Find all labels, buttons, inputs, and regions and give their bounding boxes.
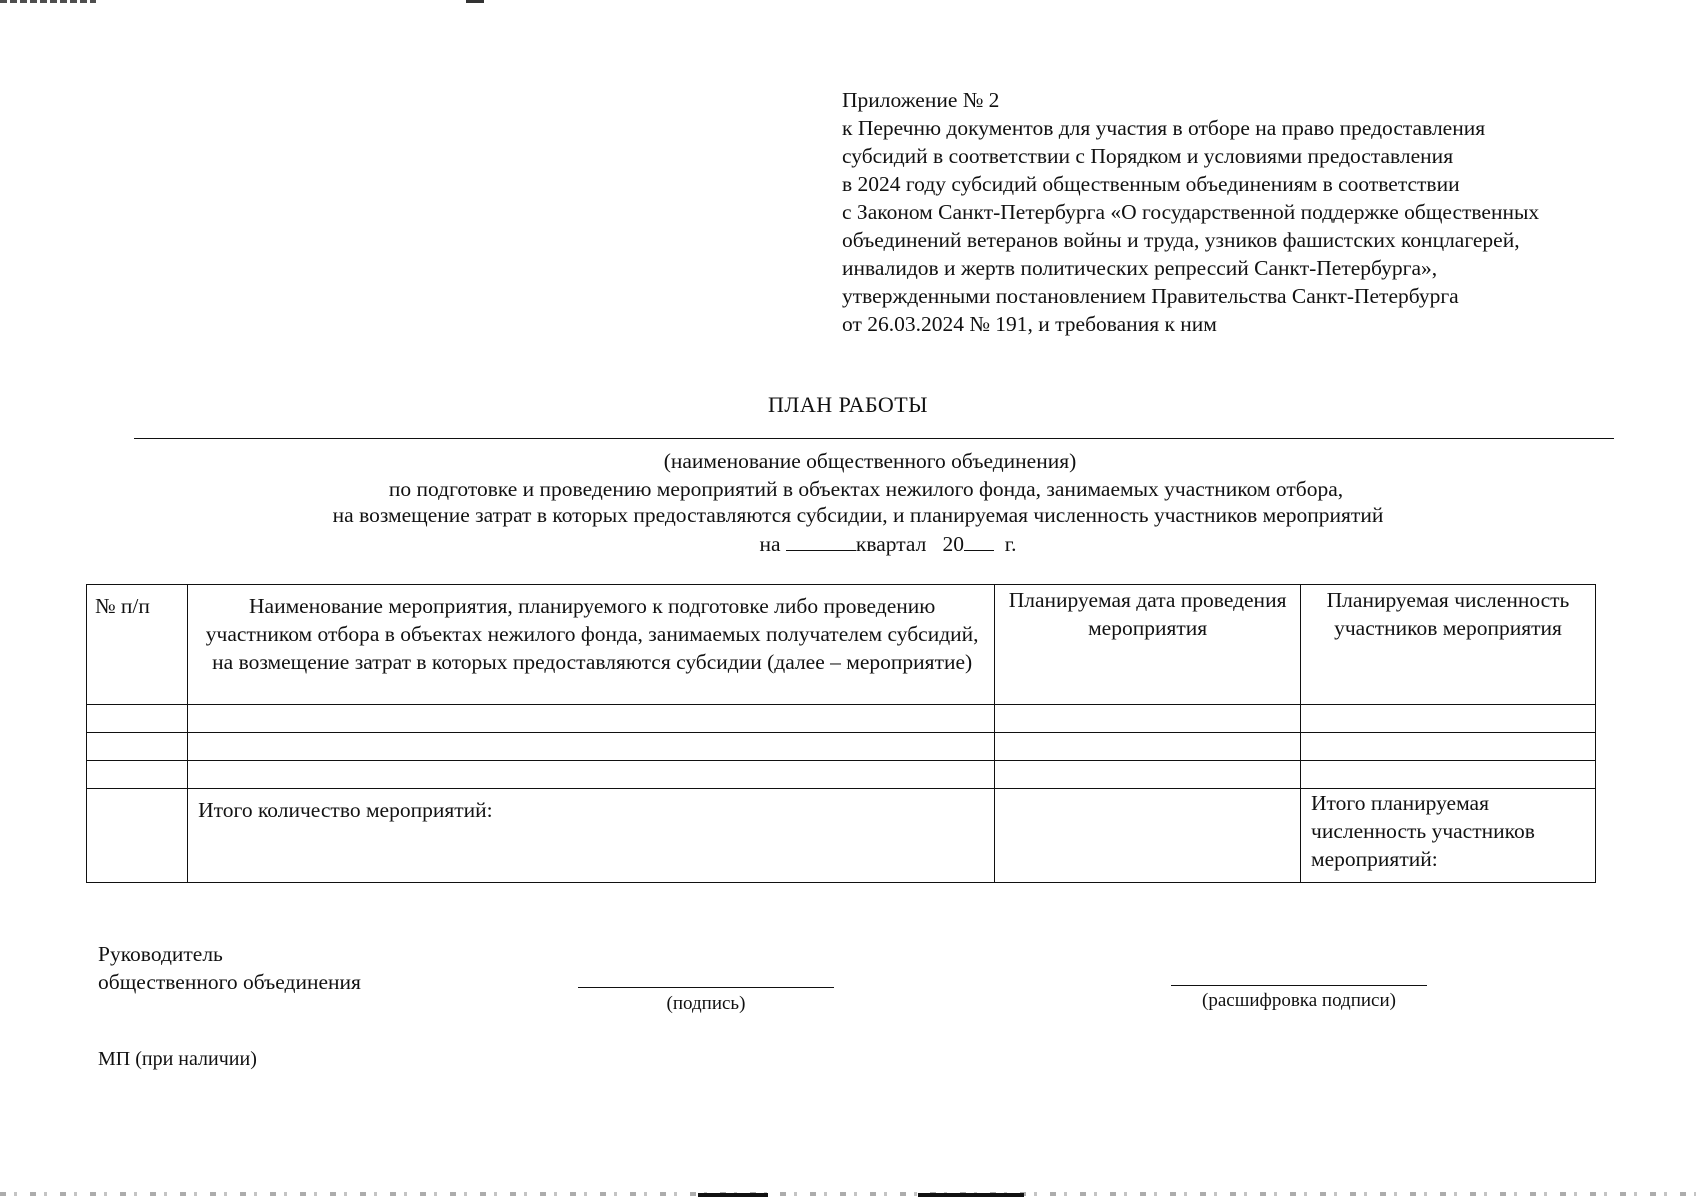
period-year-prefix: 20: [942, 532, 964, 556]
period-suffix: г.: [1004, 532, 1017, 556]
table-total-row: [87, 789, 1596, 883]
cell-planned-count[interactable]: [1301, 733, 1596, 761]
scan-artifact-top-left: [0, 0, 96, 3]
signature-field[interactable]: [578, 987, 834, 988]
scan-artifact-bottom-dark: [698, 1193, 768, 1197]
cell-planned-count[interactable]: [1301, 761, 1596, 789]
work-plan-table: [86, 584, 1596, 883]
organization-name-caption: (наименование общественного объединения): [663, 449, 1077, 473]
description-line-2: на возмещение затрат в которых предоставляются субсидии, и планируемая численность участников мероприятий: [332, 503, 1384, 527]
period-quarter-label: квартал: [855, 532, 927, 556]
period-prefix: на: [759, 532, 781, 556]
cell-number[interactable]: [87, 761, 188, 789]
description-line-1: по подготовке и проведению мероприятий в объектах нежилого фонда, занимаемых участником отбора,: [388, 477, 1344, 501]
signature-caption: (подпись): [666, 993, 746, 1014]
signature-decode-field[interactable]: [1171, 985, 1427, 986]
appendix-line: в 2024 году субсидий общественным объединениям в соответствии: [842, 172, 1460, 196]
cell-event-name[interactable]: [188, 705, 995, 733]
header-planned-date: Планируемая дата проведения мероприятия: [995, 585, 1301, 705]
cell-planned-date[interactable]: [995, 761, 1301, 789]
table-row: [87, 705, 1596, 733]
appendix-line: утвержденными постановлением Правительства Санкт-Петербурга: [842, 284, 1459, 308]
organization-name-field[interactable]: [134, 438, 1614, 439]
table-row: [87, 733, 1596, 761]
header-planned-count: Планируемая численность участников мероприятия: [1301, 585, 1596, 705]
period-line: [40, 532, 1696, 557]
cell-number[interactable]: [87, 705, 188, 733]
cell-planned-date[interactable]: [995, 733, 1301, 761]
cell-event-name[interactable]: [188, 733, 995, 761]
header-number: № п/п: [87, 585, 188, 705]
appendix-line: субсидий в соответствии с Порядком и условиями предоставления: [842, 144, 1454, 168]
appendix-line: Приложение № 2: [842, 88, 1000, 112]
year-blank-field[interactable]: [964, 532, 994, 551]
appendix-line: с Законом Санкт-Петербурга «О государственной поддержке общественных: [842, 200, 1540, 224]
scan-artifact-bottom-dark: [918, 1193, 1024, 1197]
table-row: [87, 761, 1596, 789]
appendix-line: к Перечню документов для участия в отборе на право предоставления: [842, 116, 1486, 140]
signer-title-line-2: общественного объединения: [98, 970, 361, 994]
signature-decode-caption: (расшифровка подписи): [1202, 990, 1396, 1011]
appendix-line: от 26.03.2024 № 191, и требования к ним: [842, 312, 1217, 336]
cell-event-name[interactable]: [188, 761, 995, 789]
total-cell-number: [87, 789, 188, 883]
appendix-line: инвалидов и жертв политических репрессий Санкт-Петербурга»,: [842, 256, 1438, 280]
signer-title-line-1: Руководитель: [98, 942, 223, 966]
scan-artifact-top-mid: [466, 0, 484, 3]
document-title: ПЛАН РАБОТЫ: [768, 392, 928, 417]
total-cell-date[interactable]: [995, 789, 1301, 883]
stamp-note: МП (при наличии): [98, 1048, 257, 1070]
quarter-blank-field[interactable]: [786, 532, 856, 551]
table-header-row: [87, 585, 1596, 705]
total-events-label: Итого количество мероприятий:: [188, 789, 995, 883]
cell-number[interactable]: [87, 733, 188, 761]
cell-planned-count[interactable]: [1301, 705, 1596, 733]
scan-artifact-bottom: [0, 1192, 1696, 1196]
cell-planned-date[interactable]: [995, 705, 1301, 733]
total-participants-label: Итого планируемая численность участников мероприятий:: [1301, 789, 1596, 883]
signer-block: [98, 940, 361, 996]
appendix-header: [842, 86, 1672, 338]
appendix-line: объединений ветеранов войны и труда, узников фашистских концлагерей,: [842, 228, 1520, 252]
header-event-name: Наименование мероприятия, планируемого к подготовке либо проведению участником отбора в объектах нежилого фонда, занимаемых получателем субсидий, на возмещение затрат в которых предоставляются субсидии (далее – мероприятие): [188, 585, 995, 705]
